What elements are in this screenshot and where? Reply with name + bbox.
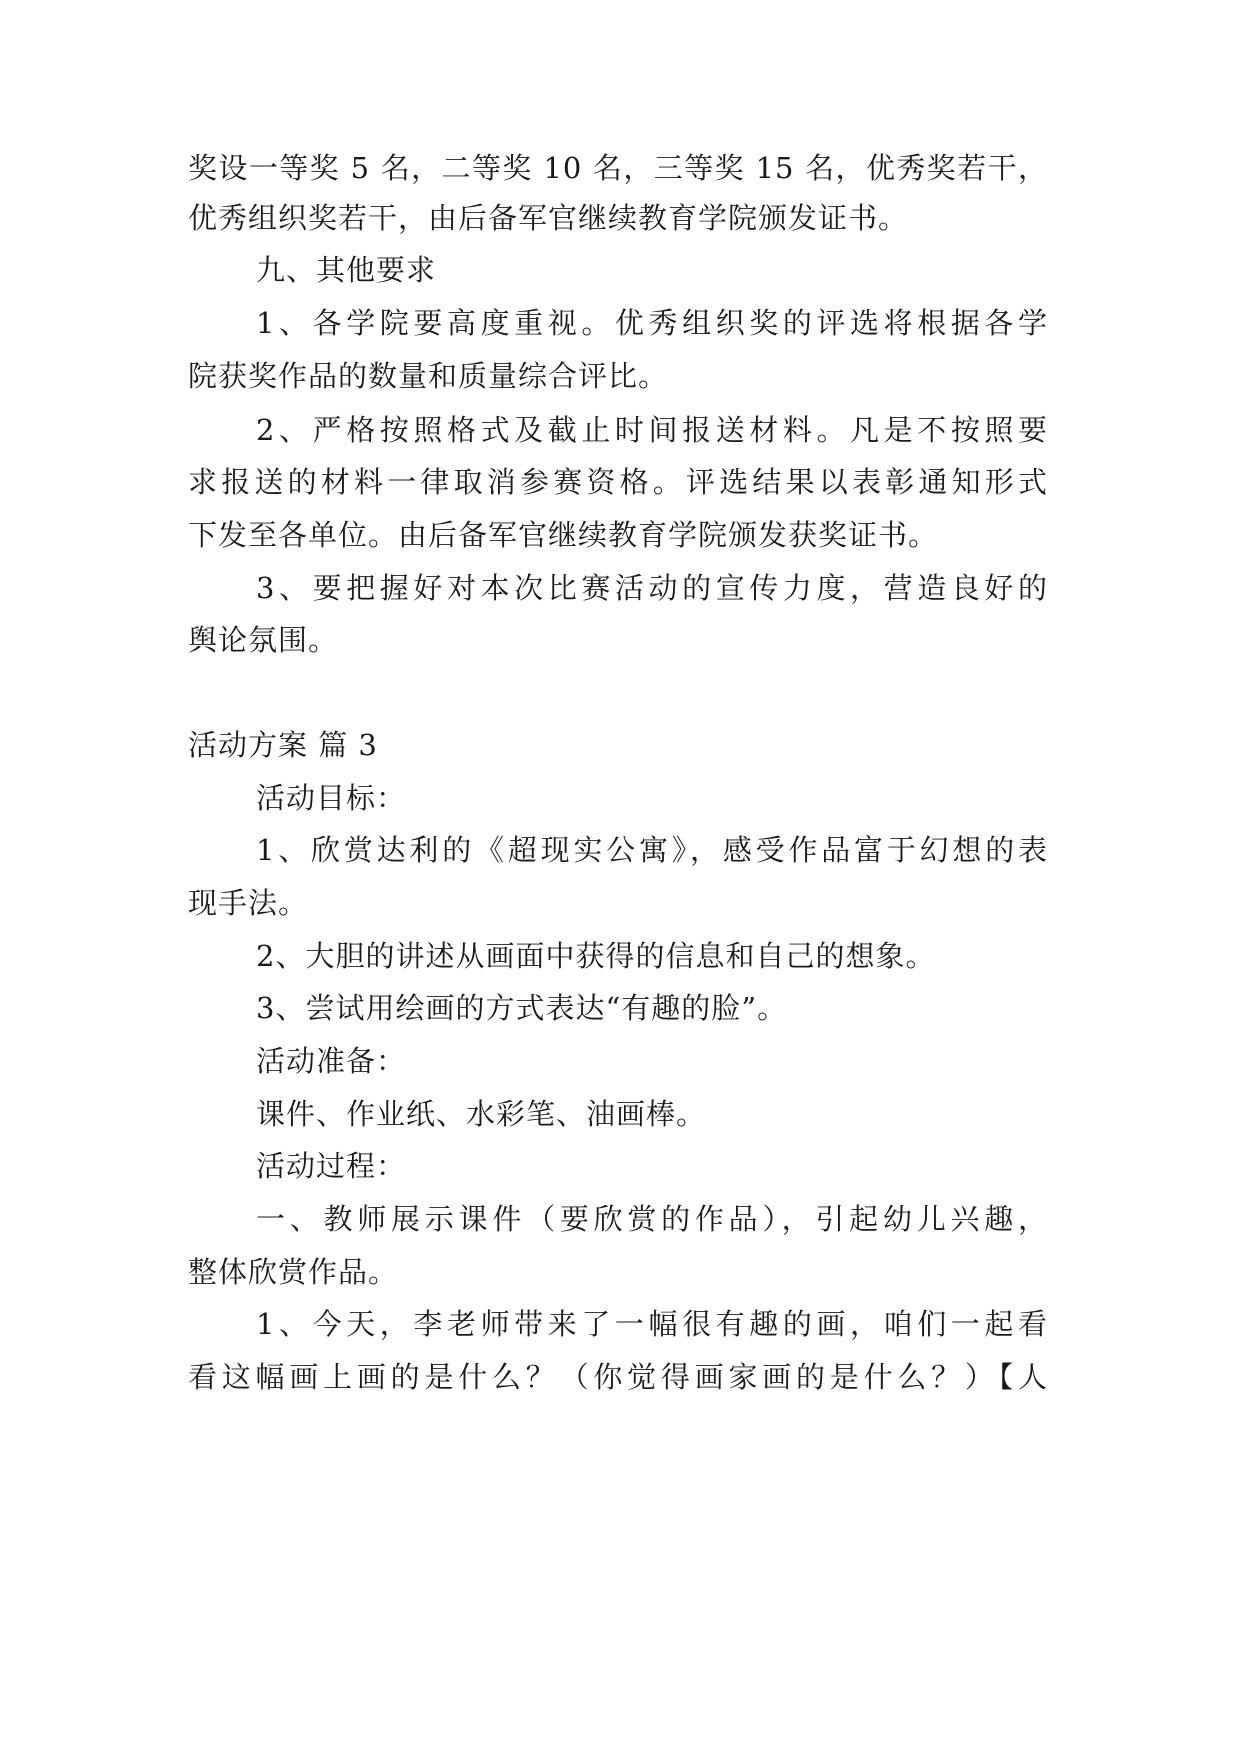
section-heading: 活动准备：	[256, 1044, 407, 1078]
paragraph-line: 3、尝试用绘画的方式表达“有趣的脸”。	[256, 991, 788, 1025]
section-heading: 九、其他要求	[256, 253, 437, 287]
paragraph-line: 求报送的材料一律取消参赛资格。评选结果以表彰通知形式	[188, 465, 1048, 499]
paragraph-line: 看这幅画上画的是什么？（你觉得画家画的是什么？）【人	[188, 1360, 1048, 1394]
paragraph-line: 一、教师展示课件（要欣赏的作品），引起幼儿兴趣，	[256, 1202, 1048, 1236]
paragraph-line: 现手法。	[188, 886, 309, 920]
paragraph-line: 1、欣赏达利的《超现实公寓》，感受作品富于幻想的表	[256, 833, 1048, 867]
paragraph-line: 奖设一等奖 5 名，二等奖 10 名，三等奖 15 名，优秀奖若干，	[188, 151, 1048, 185]
paragraph-line: 院获奖作品的数量和质量综合评比。	[188, 359, 669, 393]
paragraph-line: 课件、作业纸、水彩笔、油画棒。	[256, 1097, 707, 1131]
paragraph-line: 下发至各单位。由后备军官继续教育学院颁发获奖证书。	[188, 518, 939, 552]
paragraph-line: 舆论氛围。	[188, 623, 339, 657]
paragraph-line: 1、今天，李老师带来了一幅很有趣的画，咱们一起看	[256, 1307, 1048, 1341]
paragraph-line: 2、大胆的讲述从画面中获得的信息和自己的想象。	[256, 939, 936, 973]
section-heading: 活动过程：	[256, 1149, 407, 1183]
paragraph-line: 1、各学院要高度重视。优秀组织奖的评选将根据各学	[256, 306, 1048, 340]
paragraph-line: 优秀组织奖若干，由后备军官继续教育学院颁发证书。	[188, 201, 909, 235]
paragraph-line: 整体欣赏作品。	[188, 1255, 399, 1289]
section-title: 活动方案 篇 3	[188, 728, 378, 762]
section-heading: 活动目标：	[256, 781, 407, 815]
paragraph-line: 2、严格按照格式及截止时间报送材料。凡是不按照要	[256, 413, 1048, 447]
paragraph-line: 3、要把握好对本次比赛活动的宣传力度，营造良好的	[256, 571, 1048, 605]
